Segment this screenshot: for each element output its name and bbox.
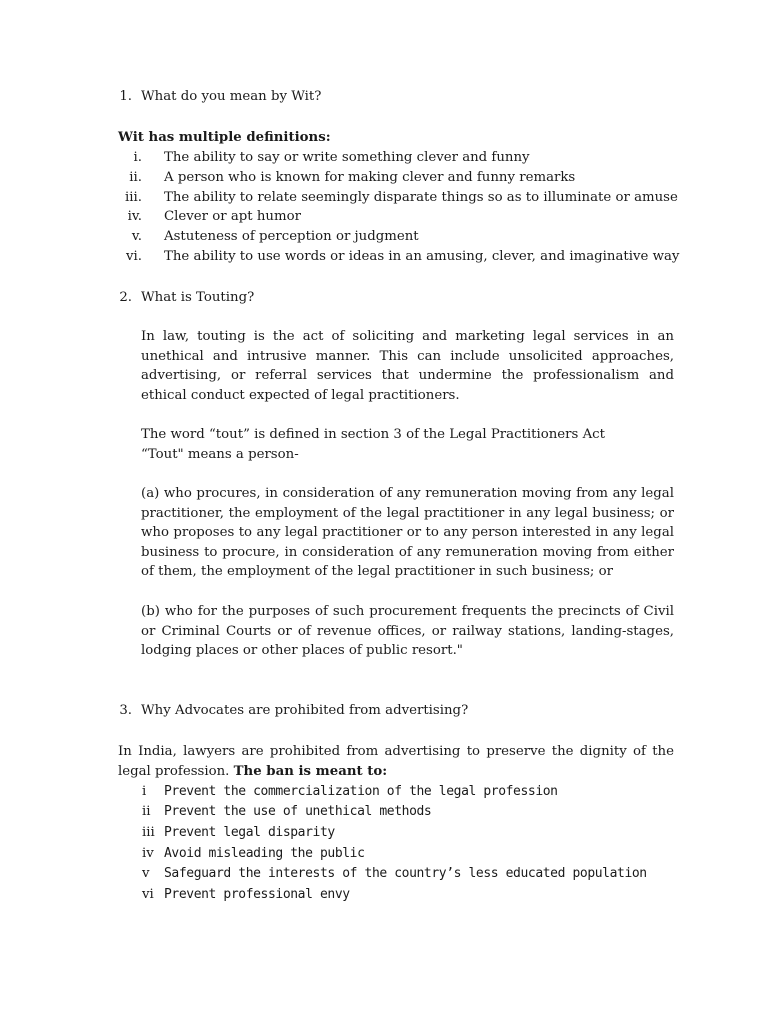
q1-item-num: ii. — [129, 170, 142, 185]
q3-question: Why Advocates are prohibited from advertising? — [141, 703, 469, 718]
q1-item-text: The ability to relate seemingly disparate things so as to illuminate or amuse — [164, 190, 678, 205]
q3-item-text: Prevent professional envy — [164, 887, 350, 902]
q1-number: 1. — [119, 89, 132, 104]
q1-item-num: v. — [131, 229, 142, 244]
q1-item-text: The ability to use words or ideas in an amusing, clever, and imaginative way — [164, 249, 680, 264]
q1-item-text: The ability to say or write something clever and funny — [164, 150, 530, 165]
q3-intro-bold: The ban is meant to: — [233, 763, 388, 779]
q2-paragraph-a: (a) who procures, in consideration of any remuneration moving from any legal practitioner, the employment of the legal practitioner in any legal business; or who proposes to any legal practitioner or to any person interested in any legal business to procure, in consideration of any remuneration moving from either of them, the employment of the legal practitioner in such business; or — [141, 486, 674, 580]
q3-item-num: v — [142, 866, 150, 881]
q3-item-num: i — [142, 784, 147, 799]
q3-item-num: ii — [142, 804, 151, 819]
q1-item-num: vi. — [126, 249, 142, 264]
q2-tout-means: “Tout" means a person- — [141, 447, 299, 462]
q2-paragraph-b: (b) who for the purposes of such procurement frequents the precincts of Civil or Criminal Courts or of revenue offices, or railway stations, landing-stages, lodging places or other places of public resort." — [141, 604, 674, 659]
q1-item-text: Astuteness of perception or judgment — [164, 229, 419, 244]
q3-item-text: Avoid misleading the public — [164, 846, 365, 861]
q1-item-text: Clever or apt humor — [164, 209, 301, 224]
q2-question: What is Touting? — [141, 290, 255, 305]
q2-paragraph-touting: In law, touting is the act of soliciting and marketing legal services in an unethical and intrusive manner. This can include unsolicited approaches, advertising, or referral services that undermine the professionalism and ethical conduct expected of legal practitioners. — [141, 329, 674, 403]
q1-item-text: A person who is known for making clever and funny remarks — [164, 170, 576, 185]
q3-intro-text: In India, lawyers are prohibited from advertising to preserve the dignity of the legal profession. — [118, 744, 674, 779]
q3-item-text: Prevent legal disparity — [164, 825, 335, 840]
q1-item-num: iii. — [125, 190, 142, 205]
q1-item-num: i. — [133, 150, 142, 165]
q1-item-num: iv. — [127, 209, 142, 224]
q3-item-text: Safeguard the interests of the country’s less educated population — [164, 866, 647, 881]
q3-item-num: vi — [142, 887, 154, 902]
q3-item-num: iii — [142, 825, 155, 840]
q2-definition-line: The word “tout” is defined in section 3 of the Legal Practitioners Act — [141, 427, 605, 442]
q3-intro — [118, 742, 674, 781]
q2-number: 2. — [119, 290, 132, 305]
q3-item-text: Prevent the use of unethical methods — [164, 804, 432, 819]
q3-item-num: iv — [142, 846, 154, 861]
q3-number: 3. — [119, 703, 132, 718]
q1-question: What do you mean by Wit? — [141, 89, 322, 104]
q1-heading: Wit has multiple definitions: — [118, 130, 331, 145]
q3-item-text: Prevent the commercialization of the legal profession — [164, 784, 558, 799]
